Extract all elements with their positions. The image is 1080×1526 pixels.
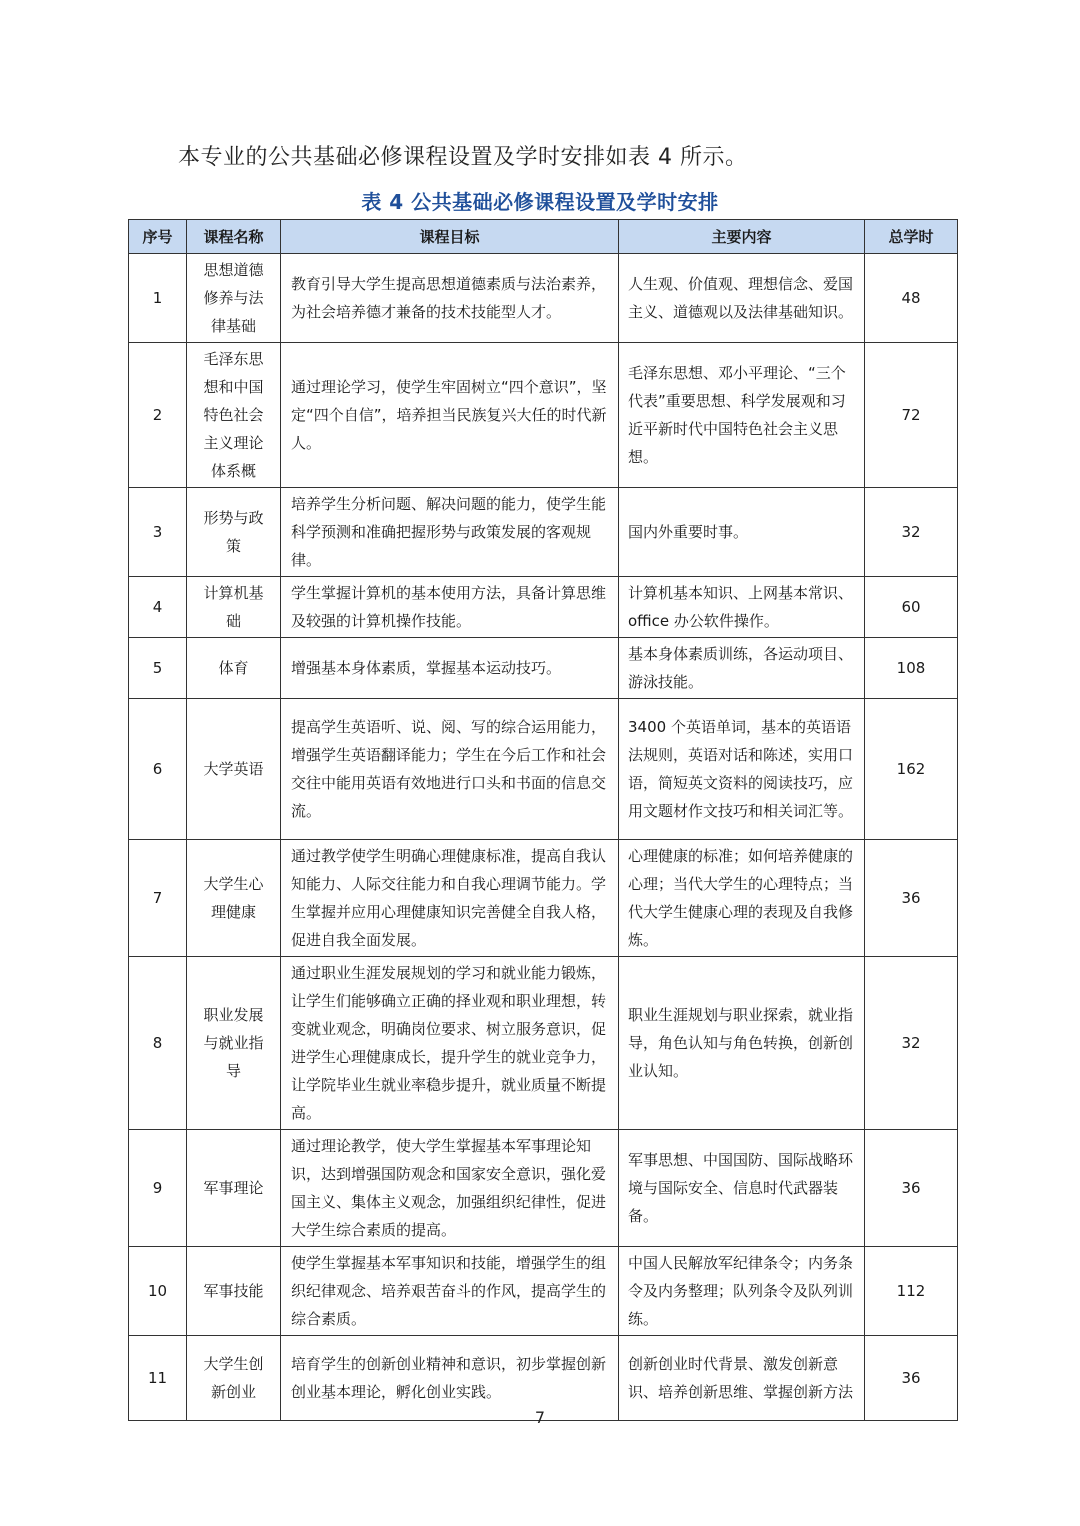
row-total-hours: 162	[865, 699, 958, 840]
row-main-content: 国内外重要时事。	[619, 488, 865, 577]
row-num: 7	[129, 840, 187, 957]
row-course-goal: 培养学生分析问题、解决问题的能力，使学生能科学预测和准确把握形势与政策发展的客观规律。	[281, 488, 619, 577]
row-course-goal: 通过职业生涯发展规划的学习和就业能力锻炼，让学生们能够确立正确的择业观和职业理想，转变就业观念，明确岗位要求、树立服务意识，促进学生心理健康成长，提升学生的就业竞争力，让学院毕业生就业率稳步提升，就业质量不断提高。	[281, 957, 619, 1130]
row-num: 2	[129, 343, 187, 488]
row-num: 4	[129, 577, 187, 638]
course-table	[128, 219, 958, 1421]
row-total-hours: 60	[865, 577, 958, 638]
table-header-row	[129, 220, 958, 254]
row-num: 5	[129, 638, 187, 699]
row-course-name: 大学生创新创业	[187, 1336, 281, 1421]
intro-paragraph: 本专业的公共基础必修课程设置及学时安排如表 4 所示。	[178, 145, 748, 170]
row-num: 10	[129, 1247, 187, 1336]
row-course-name: 军事理论	[187, 1130, 281, 1247]
row-course-name: 毛泽东思想和中国特色社会主义理论体系概	[187, 343, 281, 488]
row-course-name: 军事技能	[187, 1247, 281, 1336]
row-main-content: 计算机基本知识、上网基本常识、office 办公软件操作。	[619, 577, 865, 638]
row-main-content: 心理健康的标准；如何培养健康的心理；当代大学生的心理特点；当代大学生健康心理的表现及自我修炼。	[619, 840, 865, 957]
row-total-hours: 48	[865, 254, 958, 343]
row-main-content: 职业生涯规划与职业探索，就业指导，角色认知与角色转换，创新创业认知。	[619, 957, 865, 1130]
row-total-hours: 112	[865, 1247, 958, 1336]
row-course-name: 大学生心理健康	[187, 840, 281, 957]
page-number: 7	[534, 1408, 546, 1427]
row-main-content: 中国人民解放军纪律条令；内务条令及内务整理；队列条令及队列训练。	[619, 1247, 865, 1336]
row-course-name: 职业发展与就业指导	[187, 957, 281, 1130]
row-total-hours: 108	[865, 638, 958, 699]
header-main-content: 主要内容	[619, 220, 865, 254]
table-row	[129, 488, 958, 577]
row-course-goal: 学生掌握计算机的基本使用方法，具备计算思维及较强的计算机操作技能。	[281, 577, 619, 638]
row-main-content: 毛泽东思想、邓小平理论、“三个代表”重要思想、科学发展观和习近平新时代中国特色社会主义思想。	[619, 343, 865, 488]
row-total-hours: 36	[865, 1130, 958, 1247]
table-row	[129, 254, 958, 343]
row-course-name: 思想道德修养与法律基础	[187, 254, 281, 343]
header-course-goal: 课程目标	[281, 220, 619, 254]
table-row	[129, 577, 958, 638]
row-main-content: 军事思想、中国国防、国际战略环境与国际安全、信息时代武器装备。	[619, 1130, 865, 1247]
row-num: 9	[129, 1130, 187, 1247]
row-total-hours: 36	[865, 840, 958, 957]
row-course-name: 计算机基础	[187, 577, 281, 638]
row-num: 1	[129, 254, 187, 343]
row-course-goal: 教育引导大学生提高思想道德素质与法治素养，为社会培养德才兼备的技术技能型人才。	[281, 254, 619, 343]
table-row	[129, 699, 958, 840]
table-row	[129, 343, 958, 488]
table-row	[129, 957, 958, 1130]
table-title: 表 4 公共基础必修课程设置及学时安排	[361, 190, 719, 214]
row-main-content: 创新创业时代背景、激发创新意识、培养创新思维、掌握创新方法	[619, 1336, 865, 1421]
row-total-hours: 72	[865, 343, 958, 488]
table-row	[129, 1130, 958, 1247]
table-row	[129, 638, 958, 699]
header-num: 序号	[129, 220, 187, 254]
row-course-goal: 使学生掌握基本军事知识和技能，增强学生的组织纪律观念、培养艰苦奋斗的作风，提高学生的综合素质。	[281, 1247, 619, 1336]
row-total-hours: 36	[865, 1336, 958, 1421]
table-row	[129, 840, 958, 957]
row-course-name: 大学英语	[187, 699, 281, 840]
row-course-goal: 增强基本身体素质，掌握基本运动技巧。	[281, 638, 619, 699]
row-num: 6	[129, 699, 187, 840]
row-main-content: 人生观、价值观、理想信念、爱国主义、道德观以及法律基础知识。	[619, 254, 865, 343]
row-main-content: 3400 个英语单词，基本的英语语法规则，英语对话和陈述，实用口语，简短英文资料的阅读技巧，应用文题材作文技巧和相关词汇等。	[619, 699, 865, 840]
header-course-name: 课程名称	[187, 220, 281, 254]
table-row	[129, 1247, 958, 1336]
row-num: 8	[129, 957, 187, 1130]
row-course-goal: 提高学生英语听、说、阅、写的综合运用能力，增强学生英语翻译能力；学生在今后工作和社会交往中能用英语有效地进行口头和书面的信息交流。	[281, 699, 619, 840]
row-num: 3	[129, 488, 187, 577]
row-course-name: 形势与政策	[187, 488, 281, 577]
header-total-hours: 总学时	[865, 220, 958, 254]
row-total-hours: 32	[865, 488, 958, 577]
row-total-hours: 32	[865, 957, 958, 1130]
row-course-goal: 通过理论教学，使大学生掌握基本军事理论知识，达到增强国防观念和国家安全意识，强化爱国主义、集体主义观念，加强组织纪律性，促进大学生综合素质的提高。	[281, 1130, 619, 1247]
row-course-goal: 通过理论学习，使学生牢固树立“四个意识”，坚定“四个自信”，培养担当民族复兴大任的时代新人。	[281, 343, 619, 488]
row-course-goal: 通过教学使学生明确心理健康标准，提高自我认知能力、人际交往能力和自我心理调节能力。学生掌握并应用心理健康知识完善健全自我人格，促进自我全面发展。	[281, 840, 619, 957]
row-course-goal: 培育学生的创新创业精神和意识，初步掌握创新创业基本理论，孵化创业实践。	[281, 1336, 619, 1421]
row-main-content: 基本身体素质训练，各运动项目、游泳技能。	[619, 638, 865, 699]
row-course-name: 体育	[187, 638, 281, 699]
row-num: 11	[129, 1336, 187, 1421]
